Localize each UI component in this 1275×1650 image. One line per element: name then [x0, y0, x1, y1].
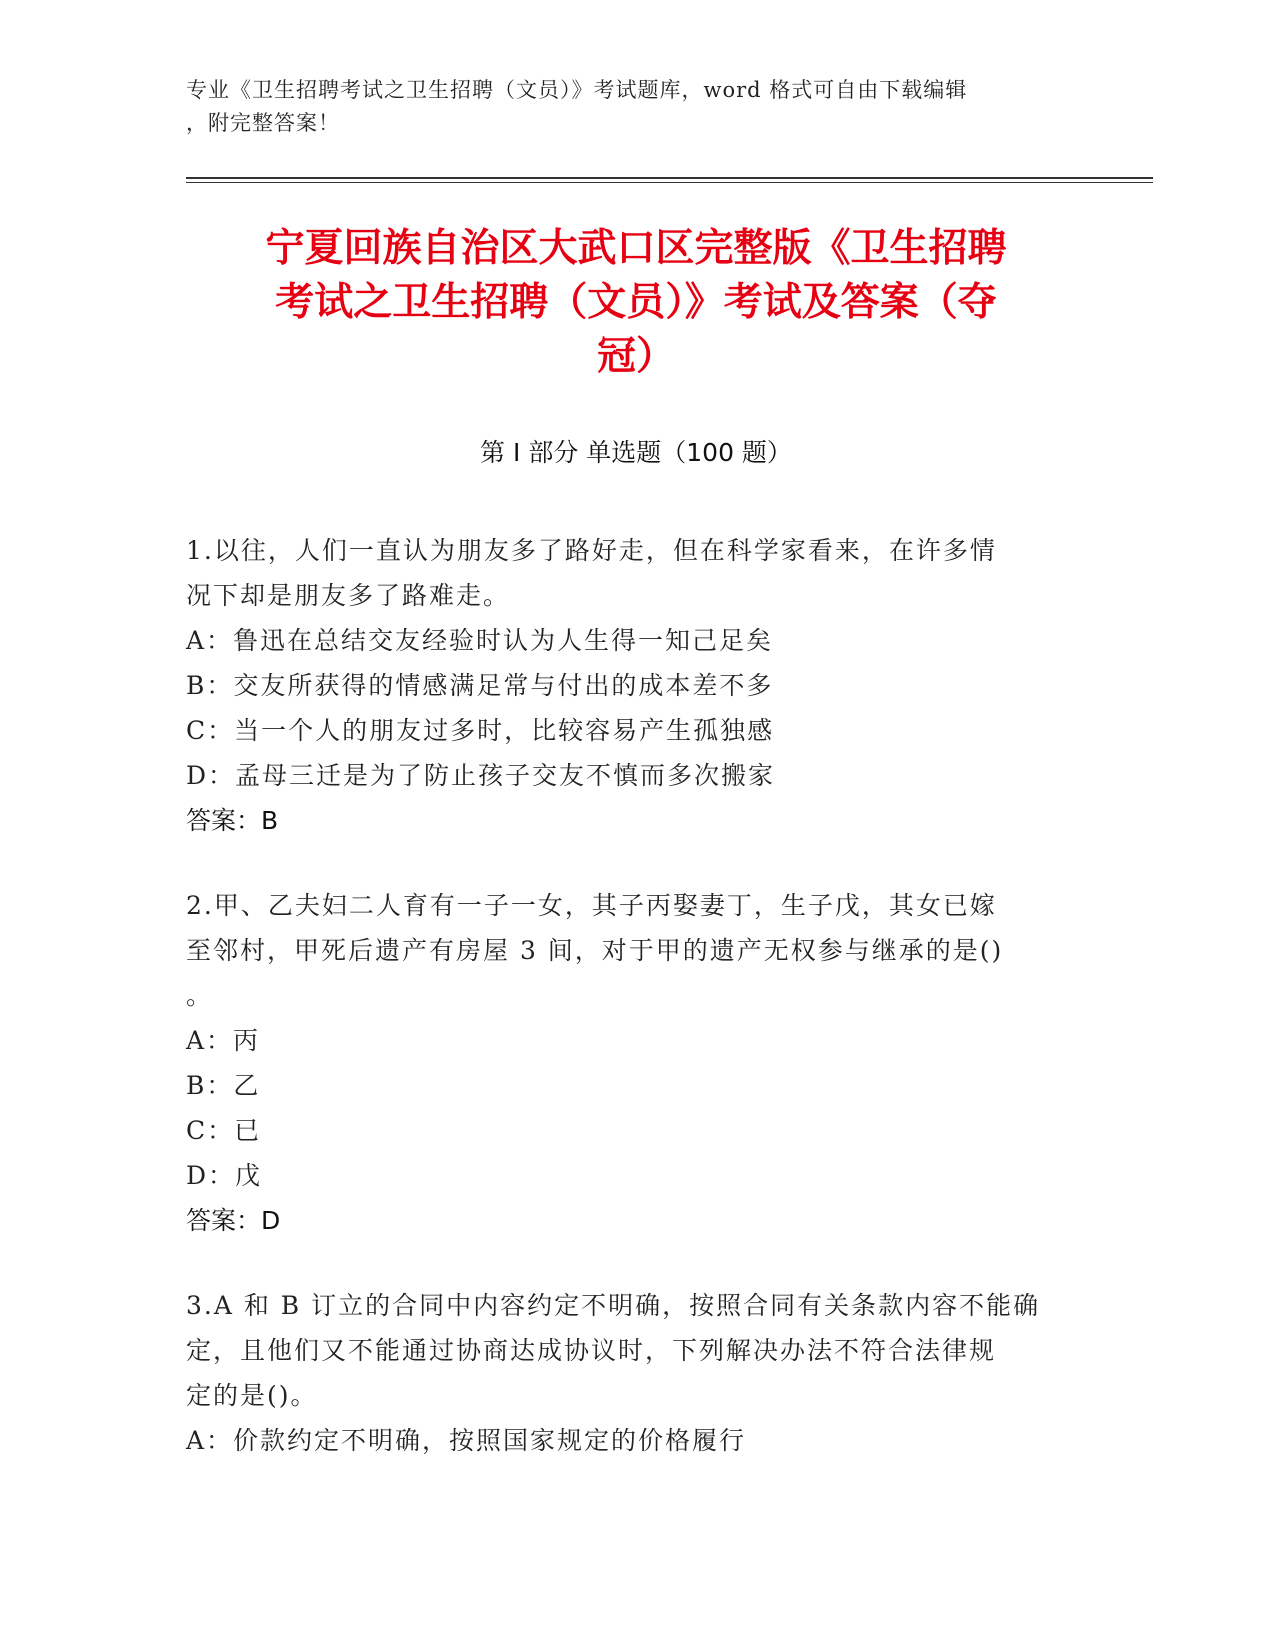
question-2: [186, 883, 1086, 1243]
header-rule-thick: [186, 177, 1153, 179]
header-note-line-1: 专业《卫生招聘考试之卫生招聘（文员）》考试题库，word 格式可自由下载编辑: [186, 78, 968, 102]
section-heading: 第 I 部分 单选题（100 题）: [480, 438, 792, 467]
question-stem-line: 定，且他们又不能通过协商达成协议时，下列解决办法不符合法律规: [186, 1336, 997, 1365]
option-c: C：当一个人的朋友过多时，比较容易产生孤独感: [186, 716, 775, 745]
option-c: C：已: [186, 1116, 262, 1145]
answer-label: 答案：B: [186, 806, 279, 835]
header-note-line-2: ，附完整答案！: [186, 111, 340, 135]
question-stem-line: 。: [186, 981, 214, 1010]
answer-label: 答案：D: [186, 1206, 281, 1235]
question-stem-line: 至邻村，甲死后遗产有房屋 3 间，对于甲的遗产无权参与继承的是(): [186, 936, 1004, 965]
option-a: A：价款约定不明确，按照国家规定的价格履行: [186, 1426, 747, 1455]
option-d: D：戊: [186, 1161, 263, 1190]
question-3: [186, 1283, 1086, 1463]
header-rule-thin: [186, 182, 1153, 183]
option-a: A：鲁迅在总结交友经验时认为人生得一知己足矣: [186, 626, 774, 655]
option-a: A：丙: [186, 1026, 261, 1055]
header-note: [186, 74, 1086, 140]
document-title-line-3: 冠）: [596, 334, 675, 379]
option-d: D：孟母三迁是为了防止孩子交友不慎而多次搬家: [186, 761, 776, 790]
question-stem-line: 定的是()。: [186, 1381, 318, 1410]
option-b: B：乙: [186, 1071, 261, 1100]
question-stem-line: 2.甲、乙夫妇二人育有一子一女，其子丙娶妻丁，生子戊，其女已嫁: [186, 891, 997, 920]
question-stem-line: 3.A 和 B 订立的合同中内容约定不明确，按照合同有关条款内容不能确: [186, 1291, 1041, 1320]
document-title: [186, 222, 1086, 384]
question-list: [186, 528, 1086, 1503]
question-1: [186, 528, 1086, 843]
question-stem-line: 1.以往，人们一直认为朋友多了路好走，但在科学家看来，在许多情: [186, 536, 997, 565]
document-title-line-1: 宁夏回族自治区大武口区完整版《卫生招聘: [265, 226, 1007, 271]
question-stem-line: 况下却是朋友多了路难走。: [186, 581, 511, 610]
document-title-line-2: 考试之卫生招聘（文员）》考试及答案（夺: [275, 280, 997, 325]
option-b: B：交友所获得的情感满足常与付出的成本差不多: [186, 671, 774, 700]
